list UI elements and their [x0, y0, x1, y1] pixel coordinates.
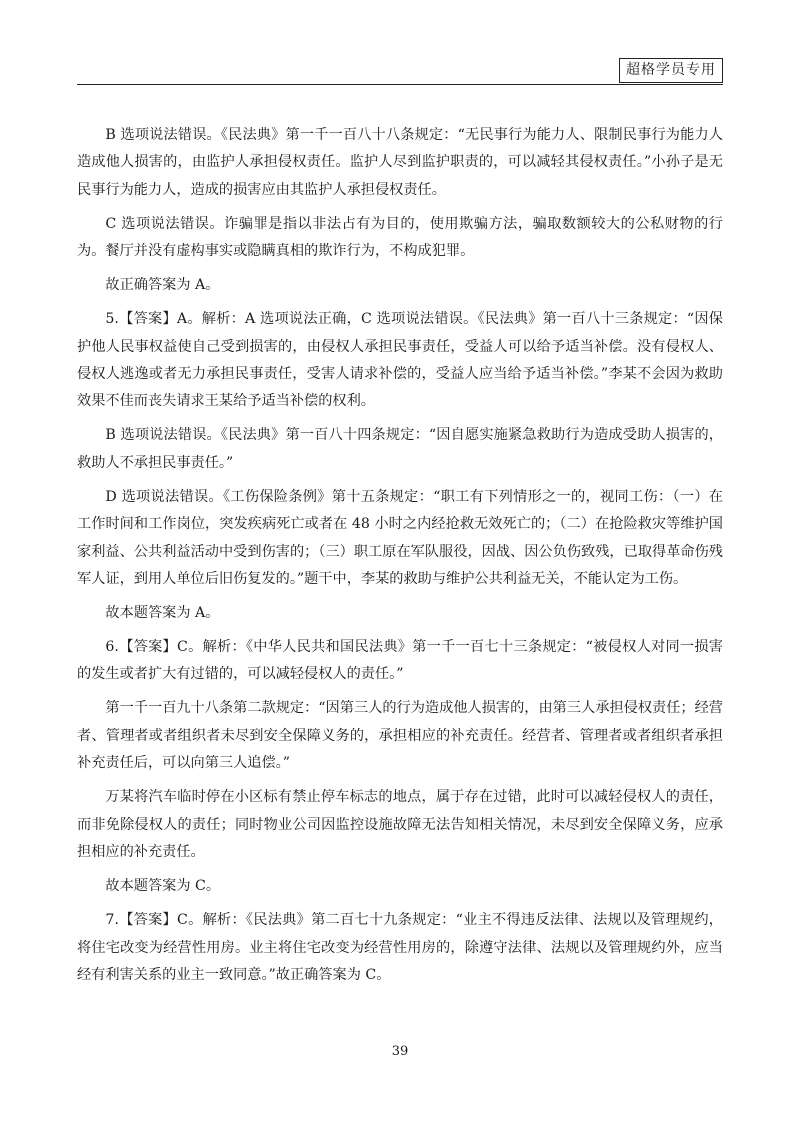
document-body [77, 122, 723, 996]
paragraph: C 选项说法错误。诈骗罪是指以非法占有为目的，使用欺骗方法，骗取数额较大的公私财物的行为。餐厅并没有虚构事实或隐瞒真相的欺诈行为，不构成犯罪。 [77, 215, 723, 260]
paragraph: 故正确答案为 A。 [105, 277, 220, 294]
page-number: 39 [391, 1044, 409, 1059]
paragraph: D 选项说法错误。《工伤保险条例》第十五条规定：“职工有下列情形之一的，视同工伤：（一）在工作时间和工作岗位，突发疾病死亡或者在 48 小时之内经抢救无效死亡的；（二）在抢险救灾等维护国家利益、公共利益活动中受到伤害的；（三）职工原在军队服役，因战、因公负伤致残，已取得革命伤残军人证，到用人单位后旧伤复发的。”题干中，李某的救助与维护公共利益无关，不能认定为工伤。 [77, 488, 723, 588]
paragraph: 万某将汽车临时停在小区标有禁止停车标志的地点，属于存在过错，此时可以减轻侵权人的责任，而非免除侵权人的责任；同时物业公司因监控设施故障无法告知相关情况，未尽到安全保障义务，应承担相应的补充责任。 [77, 789, 723, 861]
paragraph: B 选项说法错误。《民法典》第一千一百八十八条规定：“无民事行为能力人、限制民事行为能力人造成他人损害的，由监护人承担侵权责任。监护人尽到监护职责的，可以减轻其侵权责任。”小孙子是无民事行为能力人，造成的损害应由其监护人承担侵权责任。 [77, 127, 723, 198]
paragraph: 故本题答案为 A。 [105, 605, 220, 622]
paragraph: 5.【答案】A。解析：A 选项说法正确，C 选项说法错误。《民法典》第一百八十三条规定：“因保护他人民事权益使自己受到损害的，由侵权人承担民事责任，受益人可以给予适当补偿。没有侵权人、侵权人逃逸或者无力承担民事责任，受害人请求补偿的，受益人应当给予适当补偿。”李某不会因为救助效果不佳而丧失请求王某给予适当补偿的权利。 [77, 311, 723, 410]
paragraph: 6.【答案】C。解析：《中华人民共和国民法典》第一千一百七十三条规定：“被侵权人对同一损害的发生或者扩大有过错的，可以减轻侵权人的责任。” [77, 639, 723, 683]
header-stamp: 超格学员专用 [619, 58, 723, 83]
header-rule [77, 84, 723, 85]
paragraph: 故本题答案为 C。 [105, 878, 221, 895]
paragraph: 7.【答案】C。解析：《民法典》第二百七十九条规定：“业主不得违反法律、法规以及管理规约，将住宅改变为经营性用房。业主将住宅改变为经营性用房的，除遵守法律、法规以及管理规约外，应当经有利害关系的业主一致同意。”故正确答案为 C。 [77, 912, 723, 983]
paragraph: B 选项说法错误。《民法典》第一百八十四条规定：“因自愿实施紧急救助行为造成受助人损害的，救助人不承担民事责任。” [77, 427, 723, 471]
paragraph: 第一千一百九十八条第二款规定：“因第三人的行为造成他人损害的，由第三人承担侵权责任；经营者、管理者或者组织者未尽到安全保障义务的，承担相应的补充责任。经营者、管理者或者组织者承担补充责任后，可以向第三人追偿。” [77, 700, 723, 772]
